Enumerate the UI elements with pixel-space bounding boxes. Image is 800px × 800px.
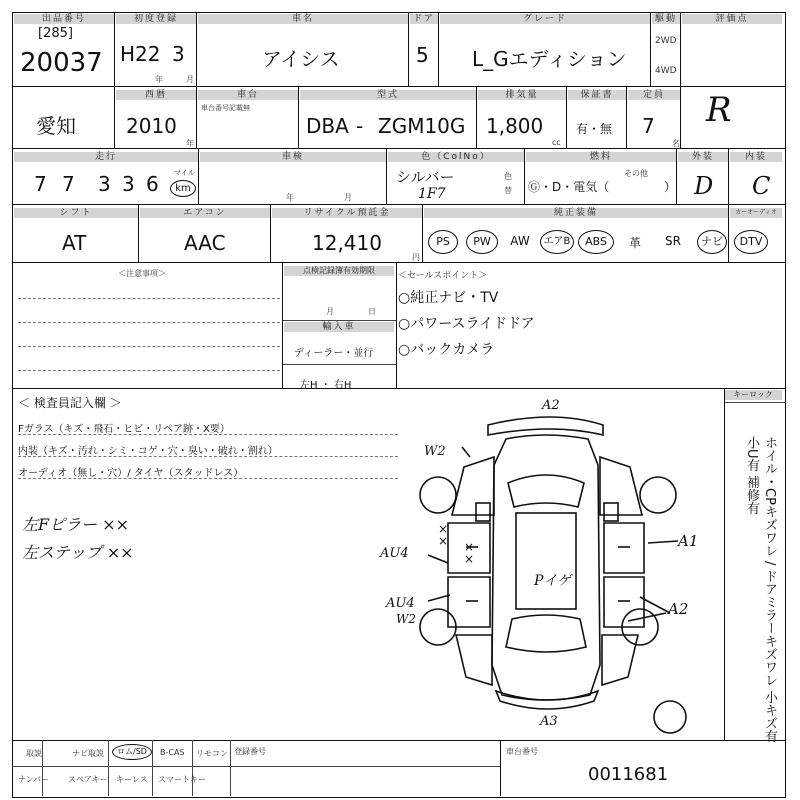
chassis-number-header: 車台番号 xyxy=(506,747,538,756)
recycle-unit: 円 xyxy=(412,253,420,262)
model-prefix: DBA xyxy=(306,114,349,138)
mark-front: A2 xyxy=(542,398,560,413)
aircon-value: AAC xyxy=(184,231,226,255)
fuel-header: 燃料 xyxy=(526,152,676,162)
xmark-4: × xyxy=(464,552,475,566)
handwritten-note-1: 左Fピラー ×× xyxy=(22,515,130,534)
equip-dtv: DTV xyxy=(734,230,768,254)
footer-bcas: B-CAS xyxy=(160,748,185,757)
xmark-2: × xyxy=(438,534,449,548)
color-header: 色（ColNo） xyxy=(388,152,524,162)
registration-no-header: 登録番号 xyxy=(234,747,266,756)
side-damage-note: ホイル・CPキズワレ / ドアミラーキズワレ 小キズ有 小U有 補修有 xyxy=(744,436,777,743)
fuel-close: ） xyxy=(664,180,677,194)
mileage-digit-3: 3 xyxy=(98,172,111,196)
warranty-header: 保証書 xyxy=(568,90,626,100)
mark-rear: A3 xyxy=(540,714,558,729)
grade-header: グレード xyxy=(440,14,650,24)
sales-point-2: ○パワースライドドア xyxy=(398,316,535,332)
xmark-1: × xyxy=(438,522,449,536)
equip-airbag: エアB xyxy=(540,230,574,254)
drive-4wd: 4WD xyxy=(655,66,677,76)
car-name: アイシス xyxy=(262,47,340,71)
mileage-digit-5: 6 xyxy=(146,172,159,196)
mileage-header: 走行 xyxy=(14,152,198,162)
footer-rom-sd: ロム/SD xyxy=(112,744,152,760)
mark-left-front: W2 xyxy=(424,444,446,459)
inspector-header: ＜ 検査員記入欄 ＞ xyxy=(18,396,122,410)
footer-remote: リモコン xyxy=(196,749,228,758)
equip-abs: ABS xyxy=(578,230,614,254)
model-year: 2010 xyxy=(126,114,177,138)
chassis-note: 車台番号記載無 xyxy=(201,104,250,112)
drive-2wd: 2WD xyxy=(655,36,677,46)
shift-header: シフト xyxy=(14,208,138,218)
footer-spare-key: スペアキー xyxy=(68,775,108,784)
model-dash: - xyxy=(356,114,364,138)
first-reg-era: H22 xyxy=(120,42,161,66)
mileage-digit-1: 7 xyxy=(34,172,47,196)
first-reg-month: 3 xyxy=(172,42,185,66)
shaken-header: 車検 xyxy=(200,152,386,162)
key-lock-header: キーロック xyxy=(724,390,782,400)
footer-number: ナンバー xyxy=(18,775,50,784)
drive-header: 駆動 xyxy=(652,14,680,24)
fuel-options: Ⓖ・D・電気（ xyxy=(528,180,610,194)
doors-header: ドア xyxy=(410,14,438,24)
mileage-km: km xyxy=(170,180,196,197)
import-dealer: ディーラー・並行 xyxy=(294,348,374,359)
recycle-value: 12,410 xyxy=(312,231,382,255)
handwritten-note-2: 左ステップ ×× xyxy=(22,543,134,562)
periodic-day: 日 xyxy=(368,307,376,316)
xmark-3: × xyxy=(464,540,475,554)
first-reg-year-unit: 年 xyxy=(155,75,163,84)
car-name-header: 車名 xyxy=(198,14,408,24)
footer-keyless: キーレス xyxy=(116,775,148,784)
lot-header: 出品番号 xyxy=(14,14,114,24)
equip-ps: PS xyxy=(428,230,458,254)
capacity-unit: 名 xyxy=(672,139,680,148)
exterior-score: D xyxy=(694,172,714,200)
equipment-header: 純正装備 xyxy=(424,208,728,218)
chassis-header: 車台 xyxy=(198,90,298,100)
grade-value: L_Gエディション xyxy=(472,47,627,71)
sales-points-header: ＜セールスポイント＞ xyxy=(398,271,488,281)
equip-sunroof: SR xyxy=(665,234,681,248)
shift-value: AT xyxy=(62,231,87,255)
capacity-value: 7 xyxy=(642,114,655,138)
recycle-header: リサイクル預託金 xyxy=(272,208,422,218)
mileage-digit-4: 3 xyxy=(122,172,135,196)
sales-point-3: ○バックカメラ xyxy=(398,342,495,358)
footer-smart-key: スマートキー xyxy=(158,775,206,784)
mark-right-front: A1 xyxy=(678,532,699,550)
color-code: 1F7 xyxy=(418,186,446,202)
mark-roof: Pイゲ xyxy=(534,573,572,589)
color-name: シルバー xyxy=(396,168,455,186)
color-change-label: 色替 xyxy=(504,172,512,195)
model-year-unit: 年 xyxy=(186,139,194,148)
lot-number: 20037 xyxy=(20,48,103,78)
import-header: 輸入車 xyxy=(284,322,394,332)
shaken-month: 月 xyxy=(344,193,352,202)
audio-header: カーオーディオ xyxy=(730,208,782,218)
inspector-line-1: Fガラス（キズ・飛石・ヒビ・リペア跡・X要） xyxy=(18,424,230,435)
interior-header: 内装 xyxy=(730,152,782,162)
model-code: ZGM10G xyxy=(378,114,466,138)
equip-pw: PW xyxy=(466,230,498,254)
model-year-header: 西暦 xyxy=(116,90,196,100)
sales-point-1: ○純正ナビ・TV xyxy=(398,290,499,306)
inspector-line-2: 内装（キズ・汚れ・シミ・コゲ・穴・臭い・破れ・割れ） xyxy=(18,446,278,457)
first-reg-month-unit: 月 xyxy=(186,75,194,84)
import-side: 左H ・ 右H xyxy=(300,380,352,391)
mileage-mile: マイル xyxy=(174,169,195,177)
chassis-number-value: 0011681 xyxy=(588,764,669,785)
periodic-month: 月 xyxy=(326,307,334,316)
footer-navi-manual: ナビ取説 xyxy=(72,749,104,758)
lot-bracket: [285] xyxy=(38,26,73,41)
mark-left-3: W2 xyxy=(396,612,416,626)
score-value: R xyxy=(706,90,732,130)
first-reg-header: 初度登録 xyxy=(116,14,196,24)
doors-value: 5 xyxy=(416,43,429,67)
exterior-header: 外装 xyxy=(678,152,728,162)
equip-leather: 革 xyxy=(628,236,641,250)
equip-aw: AW xyxy=(510,234,530,248)
displacement-header: 排気量 xyxy=(478,90,566,100)
location: 愛知 xyxy=(36,114,76,138)
warranty-value: 有・無 xyxy=(576,122,613,136)
aircon-header: エアコン xyxy=(140,208,270,218)
model-header: 型式 xyxy=(300,90,476,100)
shaken-year: 年 xyxy=(286,193,294,202)
notes-header: ＜注意事項＞ xyxy=(118,269,166,278)
mark-left-2: AU4 xyxy=(386,596,415,611)
score-header: 評価点 xyxy=(682,14,782,24)
mark-right-rear: A2 xyxy=(668,600,689,618)
periodic-header: 点検記録簿有効期限 xyxy=(284,266,394,276)
mark-left-1: AU4 xyxy=(380,546,409,561)
inspector-line-3: オーディオ（無し・穴）/ タイヤ（スタッドレス） xyxy=(18,468,244,479)
interior-score: C xyxy=(752,172,771,200)
displacement-value: 1,800 xyxy=(486,114,544,138)
footer-manual: 取説 xyxy=(26,749,42,758)
capacity-header: 定員 xyxy=(628,90,680,100)
fuel-other: その他 xyxy=(624,169,648,178)
equip-navi: ナビ xyxy=(697,230,727,254)
mileage-digit-2: 7 xyxy=(62,172,75,196)
displacement-unit: cc xyxy=(552,138,561,147)
